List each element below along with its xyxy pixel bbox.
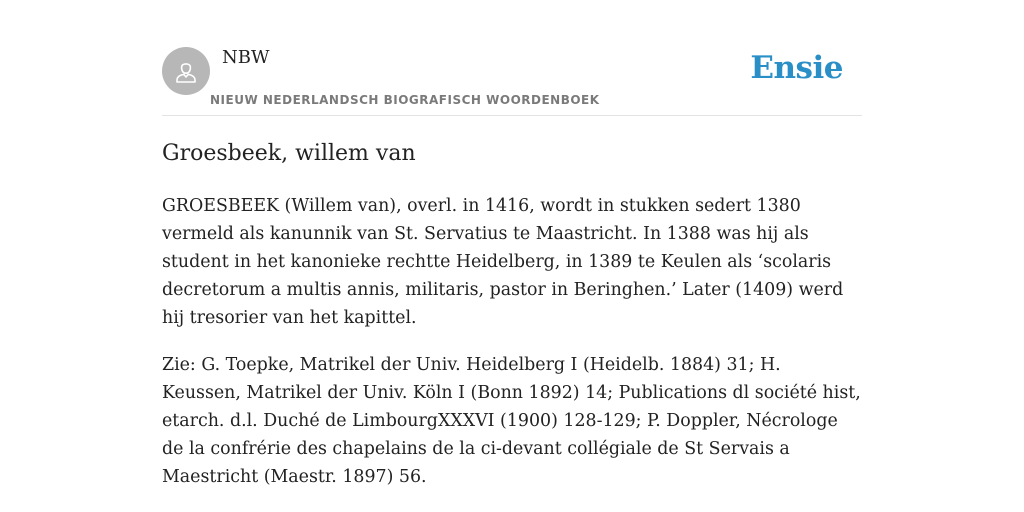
article-paragraph: GROESBEEK (Willem van), overl. in 1416, wordt in stukken sedert 1380 vermeld als kanunnik van St. Servatius te Maastricht. In 1388 was hij als student in het kanonieke rechtte Heidelberg, in 1389 te Keulen als ‘scolaris decretorum a multis annis, militaris, pastor in Beringhen.’ Later (1409) werd hij tresorier van het kapittel. [162, 196, 844, 328]
user-silhouette-icon [173, 58, 199, 84]
article-header [162, 0, 862, 116]
source-title[interactable]: NIEUW NEDERLANDSCH BIOGRAFISCH WOORDENBOEK [210, 93, 600, 107]
ensie-logo[interactable]: Ensie [750, 50, 843, 86]
author-avatar[interactable] [162, 47, 210, 95]
article-card [162, 0, 862, 487]
article-title: Groesbeek, willem van [162, 141, 416, 166]
article-references: Zie: G. Toepke, Matrikel der Univ. Heidelberg I (Heidelb. 1884) 31; H. Keussen, Matrikel der Univ. Köln I (Bonn 1892) 14; Publications dl société hist, etarch. d.l. Duché de LimbourgXXXVI (1900) 128-129; P. Doppler, Nécrologe de la confrérie des chapelains de la ci-devant collégiale de St Servais a Maestricht (Maestr. 1897) 56. [162, 355, 861, 487]
author-name[interactable]: NBW [222, 47, 270, 68]
